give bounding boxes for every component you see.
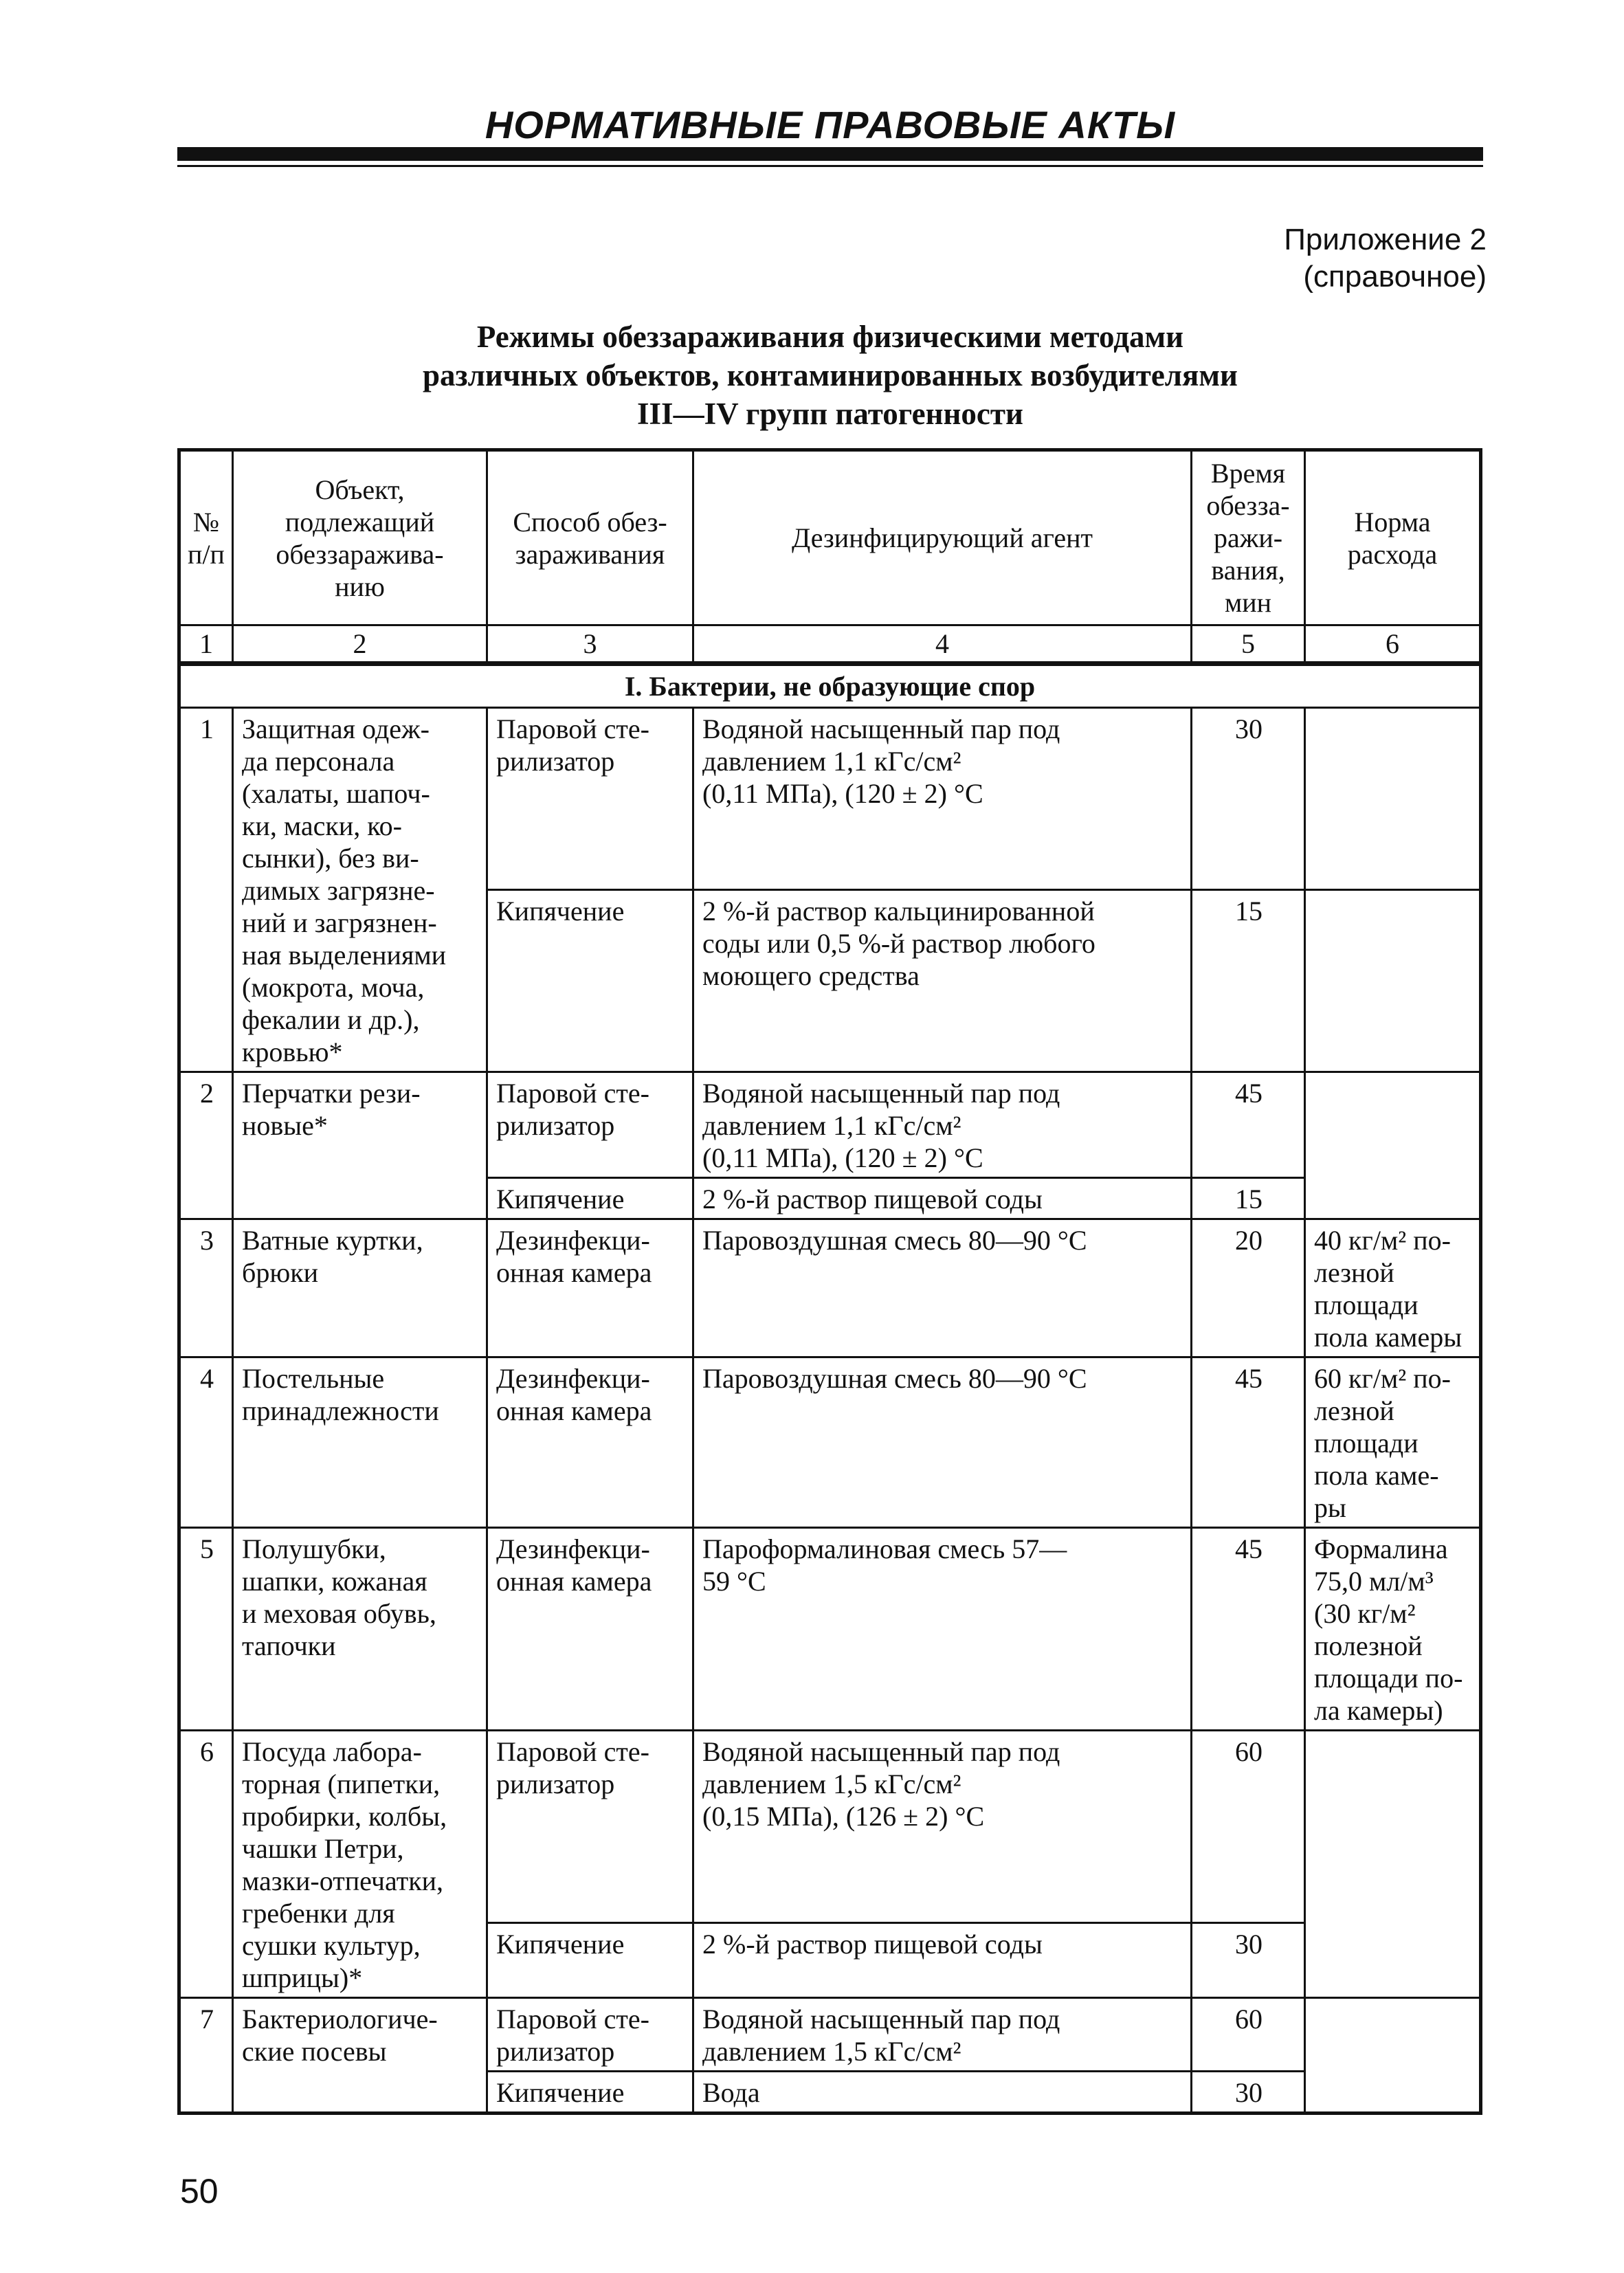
row-method: Паровой сте- рилизатор <box>487 1072 693 1178</box>
row-object: Бактериологиче- ские посевы <box>233 1998 487 2114</box>
row-agent: Водяной насыщенный пар под давлением 1,1 кГс/см² (0,11 МПа), (120 ± 2) °С <box>693 1072 1192 1178</box>
row-object: Ватные куртки, брюки <box>233 1219 487 1357</box>
row-agent: Пароформалиновая смесь 57— 59 °С <box>693 1528 1192 1731</box>
row-norm <box>1305 708 1481 890</box>
row-method: Дезинфекци- онная камера <box>487 1219 693 1357</box>
column-number: 6 <box>1305 625 1481 664</box>
table-row <box>179 1731 1481 1923</box>
regimes-table-wrapper <box>177 448 1479 2115</box>
row-object: Защитная одеж- да персонала (халаты, шапоч- ки, маски, ко- сынки), без ви- димых загрязне- ний и загрязнен- ная выделениями (мокрота, моча, фекалии и др.), кровью* <box>233 708 487 1072</box>
row-object: Перчатки рези- новые* <box>233 1072 487 1219</box>
column-number: 3 <box>487 625 693 664</box>
row-number: 4 <box>179 1357 233 1528</box>
row-method: Дезинфекци- онная камера <box>487 1357 693 1528</box>
header-rule-thin <box>177 165 1483 167</box>
row-number: 6 <box>179 1731 233 1998</box>
column-number: 2 <box>233 625 487 664</box>
row-number: 3 <box>179 1219 233 1357</box>
row-agent: Паровоздушная смесь 80—90 °С <box>693 1219 1192 1357</box>
row-agent: Водяной насыщенный пар под давлением 1,5 кГс/см² <box>693 1998 1192 2072</box>
column-header-agent: Дезинфицирующий агент <box>693 450 1192 625</box>
row-method: Дезинфекци- онная камера <box>487 1528 693 1731</box>
appendix-line-1: Приложение 2 <box>1284 223 1487 256</box>
row-method: Кипячение <box>487 1922 693 1997</box>
row-norm: 60 кг/м² по- лезной площади пола каме- ры <box>1305 1357 1481 1528</box>
regimes-table <box>177 448 1482 2115</box>
row-agent: 2 %-й раствор пищевой соды <box>693 1922 1192 1997</box>
page-number: 50 <box>180 2172 219 2210</box>
table-row <box>179 1357 1481 1528</box>
column-header-object: Объект, подлежащий обеззаражива- нию <box>233 450 487 625</box>
column-header-time: Время обезза- ражи- вания, мин <box>1192 450 1305 625</box>
row-number: 1 <box>179 708 233 1072</box>
row-norm: 40 кг/м² по- лезной площади пола камеры <box>1305 1219 1481 1357</box>
title-line-2: различных объектов, контаминированных возбудителями <box>423 358 1238 392</box>
row-time: 15 <box>1192 1178 1305 1219</box>
row-agent: Водяной насыщенный пар под давлением 1,1 кГс/см² (0,11 МПа), (120 ± 2) °С <box>693 708 1192 890</box>
row-time: 30 <box>1192 1922 1305 1997</box>
column-number: 1 <box>179 625 233 664</box>
row-time: 20 <box>1192 1219 1305 1357</box>
title-line-3: III—IV групп патогенности <box>637 397 1023 431</box>
row-norm: Формалина 75,0 мл/м³ (30 кг/м² полезной площади по- ла камеры) <box>1305 1528 1481 1731</box>
row-method: Паровой сте- рилизатор <box>487 1998 693 2072</box>
row-time: 30 <box>1192 2072 1305 2114</box>
table-row <box>179 708 1481 890</box>
running-header <box>177 103 1483 151</box>
row-time: 45 <box>1192 1357 1305 1528</box>
appendix-line-2: (справочное) <box>1303 260 1487 293</box>
table-row <box>179 1072 1481 1178</box>
row-norm <box>1305 1998 1481 2114</box>
row-time: 60 <box>1192 1998 1305 2072</box>
row-agent: Водяной насыщенный пар под давлением 1,5 кГс/см² (0,15 МПа), (126 ± 2) °С <box>693 1731 1192 1923</box>
row-time: 45 <box>1192 1528 1305 1731</box>
running-title: НОРМАТИВНЫЕ ПРАВОВЫЕ АКТЫ <box>485 103 1176 146</box>
header-rule-thick <box>177 147 1483 161</box>
row-object: Постельные принадлежности <box>233 1357 487 1528</box>
row-method: Паровой сте- рилизатор <box>487 708 693 890</box>
column-header-norm: Норма расхода <box>1305 450 1481 625</box>
row-object: Полушубки, шапки, кожаная и меховая обувь, тапочки <box>233 1528 487 1731</box>
column-header-method: Способ обез- зараживания <box>487 450 693 625</box>
column-number-row <box>179 625 1481 664</box>
row-time: 15 <box>1192 890 1305 1072</box>
row-time: 60 <box>1192 1731 1305 1923</box>
section-row <box>179 664 1481 708</box>
table-row <box>179 1528 1481 1731</box>
row-agent: Вода <box>693 2072 1192 2114</box>
table-row <box>179 1219 1481 1357</box>
row-agent: 2 %-й раствор кальцинированной соды или 0,5 %-й раствор любого моющего средства <box>693 890 1192 1072</box>
row-agent: 2 %-й раствор пищевой соды <box>693 1178 1192 1219</box>
column-header-num: № п/п <box>179 450 233 625</box>
row-norm <box>1305 890 1481 1072</box>
section-title: I. Бактерии, не образующие спор <box>179 664 1481 708</box>
row-method: Кипячение <box>487 890 693 1072</box>
column-number: 5 <box>1192 625 1305 664</box>
row-time: 30 <box>1192 708 1305 890</box>
row-norm <box>1305 1731 1481 1998</box>
table-header-row <box>179 450 1481 625</box>
row-agent: Паровоздушная смесь 80—90 °С <box>693 1357 1192 1528</box>
row-object: Посуда лабора- торная (пипетки, пробирки, колбы, чашки Петри, мазки-отпечатки, гребенки для сушки культур, шприцы)* <box>233 1731 487 1998</box>
document-title <box>177 318 1483 433</box>
column-number: 4 <box>693 625 1192 664</box>
appendix-label <box>1284 221 1487 296</box>
row-method: Паровой сте- рилизатор <box>487 1731 693 1923</box>
row-time: 45 <box>1192 1072 1305 1178</box>
row-method: Кипячение <box>487 2072 693 2114</box>
row-number: 7 <box>179 1998 233 2114</box>
row-norm <box>1305 1072 1481 1219</box>
row-number: 2 <box>179 1072 233 1219</box>
table-row <box>179 1998 1481 2072</box>
title-line-1: Режимы обеззараживания физическими методами <box>476 320 1184 354</box>
row-method: Кипячение <box>487 1178 693 1219</box>
row-number: 5 <box>179 1528 233 1731</box>
